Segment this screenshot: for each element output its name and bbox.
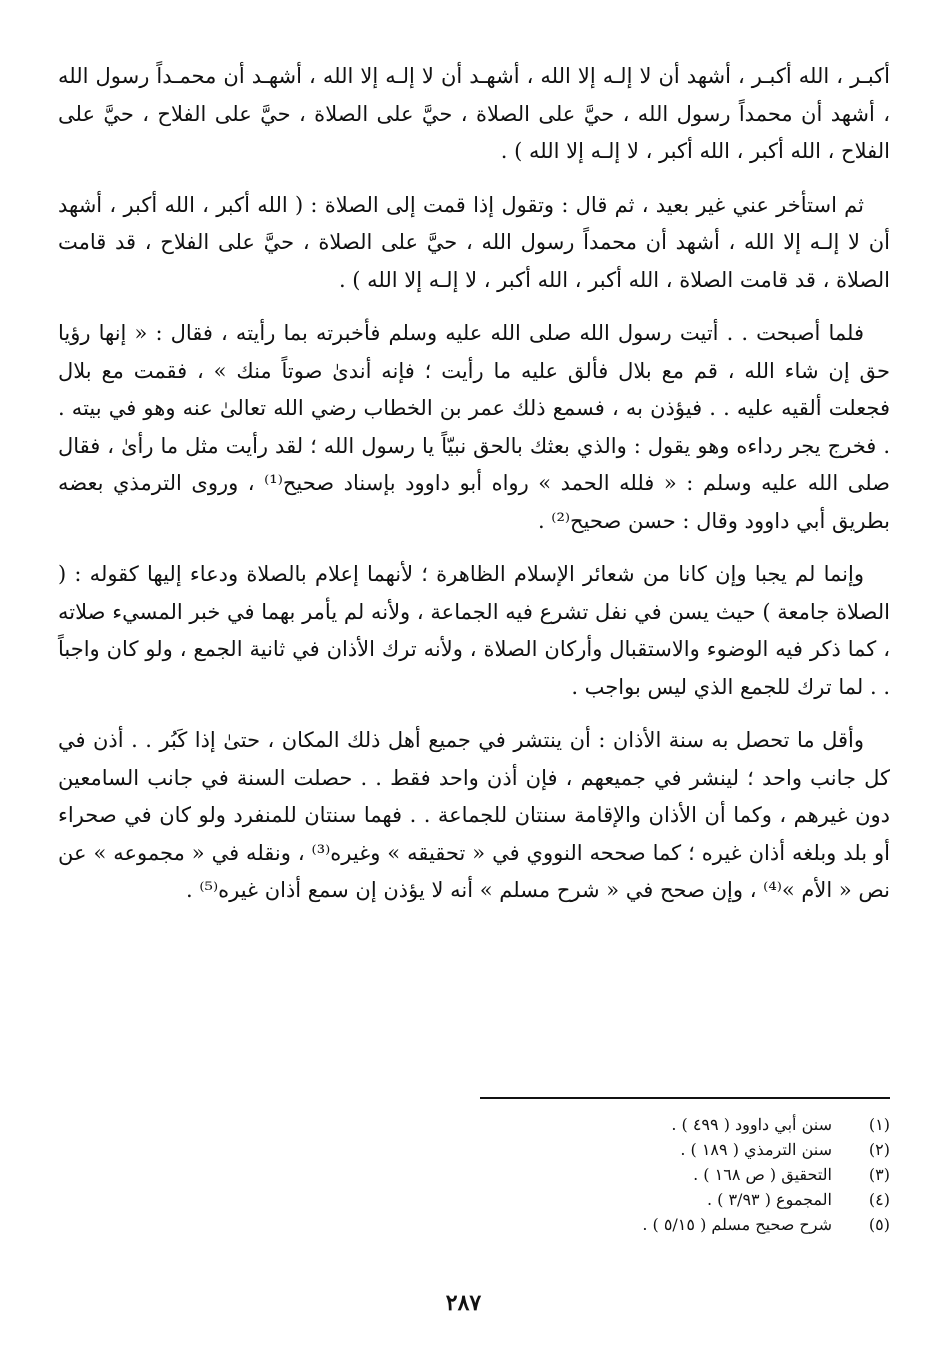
footnotes-list [58, 1112, 890, 1237]
footnote-number: (٣) [868, 1165, 890, 1184]
footnote-text: شرح صحيح مسلم ( ٥/١٥ ) . [642, 1215, 832, 1234]
footnote-text: سنن الترمذي ( ١٨٩ ) . [680, 1140, 832, 1159]
footnote-text: المجموع ( ٣/٩٣ ) . [706, 1190, 832, 1209]
footnote-number: (٢) [868, 1140, 890, 1159]
footnote-item [58, 1162, 890, 1187]
page-body [58, 58, 890, 926]
paragraph-2: ثم استأخر عني غير بعيد ، ثم قال : وتقول إذا قمت إلى الصلاة : ( الله أكبر ، الله أكبر ، أشهد أن لا إلـه إلا الله ، أشهد أن محمداً رسول الله ، حيَّ على الصلاة ، حيَّ على الفلاح ، قد قامت الصلاة ، قد قامت الصلاة ، الله أكبر ، الله أكبر ، لا إلـه إلا الله ) . [58, 192, 890, 292]
paragraph-1: أكبـر ، الله أكبـر ، أشهد أن لا إلـه إلا الله ، أشهـد أن لا إلـه إلا الله ، أشهـد أن محمـداً رسول الله ، أشهد أن محمداً رسول الله ، حيَّ على الصلاة ، حيَّ على الصلاة ، حيَّ على الفلاح ، حيَّ على الفلاح ، الله أكبر ، الله أكبر ، لا إلـه إلا الله ) . [58, 64, 890, 163]
footnote-number: (٤) [868, 1190, 890, 1209]
footnote-number: (٥) [868, 1215, 890, 1234]
paragraph-4: وإنما لم يجبا وإن كانا من شعائر الإسلام الظاهرة ؛ لأنهما إعلام بالصلاة ودعاء إليها كقوله : ( الصلاة جامعة ) حيث يسن في نفل تشرع فيه الجماعة ، ولأنه لم يأمر بهما في خبر المسيء صلاته ، كما ذكر فيه الوضوء والاستقبال وأركان الصلاة ، ولأنه ترك الأذان في ثانية الجمع ، ولو كان واجباً . . لما ترك للجمع الذي ليس بواجب . [58, 562, 890, 699]
page-number: ٢٨٧ [445, 1290, 482, 1316]
footnote-item [58, 1112, 890, 1137]
footnote-item [58, 1187, 890, 1212]
footnote-number: (١) [868, 1115, 890, 1134]
footnote-divider [480, 1097, 890, 1099]
footnote-item [58, 1137, 890, 1162]
footnote-text: التحقيق ( ص ١٦٨ ) . [693, 1165, 832, 1184]
footnote-item [58, 1212, 890, 1237]
paragraph-3: فلما أصبحت . . أتيت رسول الله صلى الله عليه وسلم فأخبرته بما رأيته ، فقال : « إنها رؤيا حق إن شاء الله ، قم مع بلال فألق عليه ما رأيت ؛ فإنه أندىٰ صوتاً منك » ، فقمت مع بلال فجعلت ألقيه عليه . . فيؤذن به ، فسمع ذلك عمر بن الخطاب رضي الله تعالىٰ عنه وهو في بيته . . فخرج يجر رداءه وهو يقول : والذي بعثك بالحق نبيّاً يا رسول الله ؛ لقد رأيت مثل ما رأىٰ ، فقال صلى الله عليه وسلم : « فلله الحمد » رواه أبو داوود بإسناد صحيح⁽¹⁾ ، وروى الترمذي بعضه بطريق أبي داوود وقال : حسن صحيح⁽²⁾ . [58, 321, 890, 533]
footnote-text: سنن أبي داوود ( ٤٩٩ ) . [671, 1115, 832, 1134]
paragraph-5: وأقل ما تحصل به سنة الأذان : أن ينتشر في جميع أهل ذلك المكان ، حتىٰ إذا كَبُر . . أذن في كل جانب واحد ؛ لينشر في جميعهم ، فإن أذن واحد فقط . . حصلت السنة في جانب السامعين دون غيرهم ، وكما أن الأذان والإقامة سنتان للجماعة . . فهما سنتان للمنفرد ولو كان في صحراء أو بلد وبلغه أذان غيره ؛ كما صححه النووي في « تحقيقه » وغيره⁽³⁾ ، ونقله في « مجموعه » عن نص « الأم »⁽⁴⁾ ، وإن صحح في « شرح مسلم » أنه لا يؤذن إن سمع أذان غيره⁽⁵⁾ . [58, 728, 890, 902]
